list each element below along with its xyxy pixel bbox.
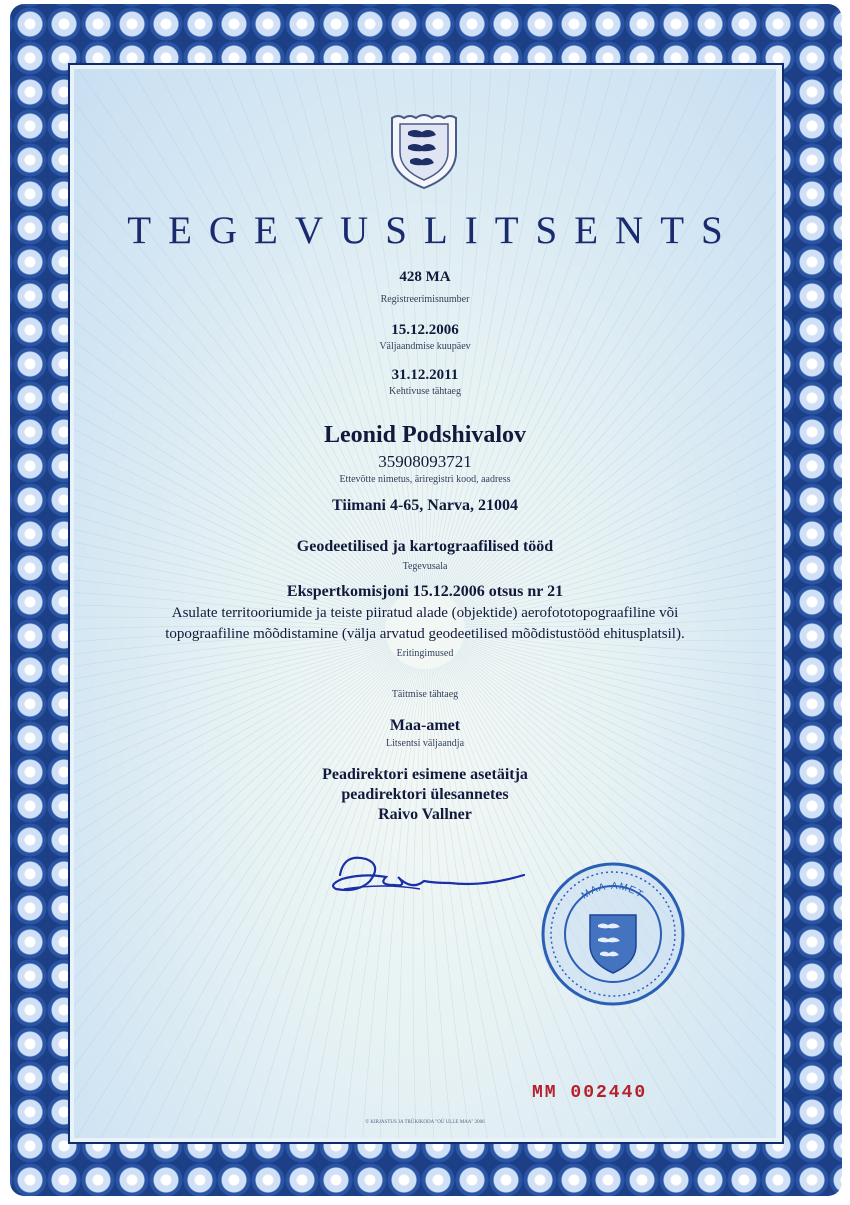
issue-date-caption: Väljaandmise kuupäev bbox=[379, 341, 471, 352]
conditions-line-1: Asulate territooriumide ja teiste piiratud alade (objektide) aerofototopograafiline või bbox=[171, 605, 679, 621]
registration-caption: Registreerimisnumber bbox=[380, 294, 470, 305]
activity-caption: Tegevusala bbox=[402, 561, 448, 572]
official-seal bbox=[538, 859, 688, 1009]
holder-caption: Ettevõtte nimetus, äriregistri kood, aadress bbox=[339, 474, 511, 485]
signatory-title-2: peadirektori ülesannetes bbox=[341, 786, 509, 803]
issuer-caption: Litsentsi väljaandja bbox=[385, 738, 465, 749]
registration-number: 428 MA bbox=[399, 269, 451, 285]
seal-text: MAA-AMET bbox=[579, 880, 646, 902]
coat-of-arms-icon bbox=[388, 112, 460, 190]
conditions-line-2: topograafiline mõõdistamine (välja arvatud geodeetilised mõõdistustööd ehitusplatsil). bbox=[165, 626, 685, 642]
certificate-title: TEGEVUSLITSENTS bbox=[127, 209, 740, 252]
handwritten-signature bbox=[324, 849, 534, 919]
certificate-content bbox=[74, 69, 776, 1138]
printer-imprint: © KIRJASTUS JA TRÜKIKODA "OÜ ULLE MAA" 2006 bbox=[365, 1120, 485, 1125]
signatory-name: Raivo Vallner bbox=[378, 806, 472, 823]
holder-name: Leonid Podshivalov bbox=[323, 422, 527, 448]
certificate-sheet bbox=[74, 69, 776, 1138]
serial-number: MM 002440 bbox=[532, 1083, 648, 1103]
conditions-caption: Eritingimused bbox=[396, 648, 454, 659]
issue-date: 15.12.2006 bbox=[391, 322, 459, 338]
expiry-date: 31.12.2011 bbox=[391, 367, 459, 383]
activity-field: Geodeetilised ja kartograafilised tööd bbox=[296, 538, 554, 555]
holder-address: Tiimani 4-65, Narva, 21004 bbox=[332, 497, 518, 514]
holder-code: 35908093721 bbox=[378, 452, 472, 471]
commission-decision: Ekspertkomisjoni 15.12.2006 otsus nr 21 bbox=[286, 583, 564, 600]
signatory-title-1: Peadirektori esimene asetäitja bbox=[322, 766, 528, 783]
fulfilment-caption: Täitmise tähtaeg bbox=[391, 689, 459, 700]
expiry-date-caption: Kehtivuse tähtaeg bbox=[389, 386, 461, 397]
issuer-name: Maa-amet bbox=[389, 717, 461, 734]
